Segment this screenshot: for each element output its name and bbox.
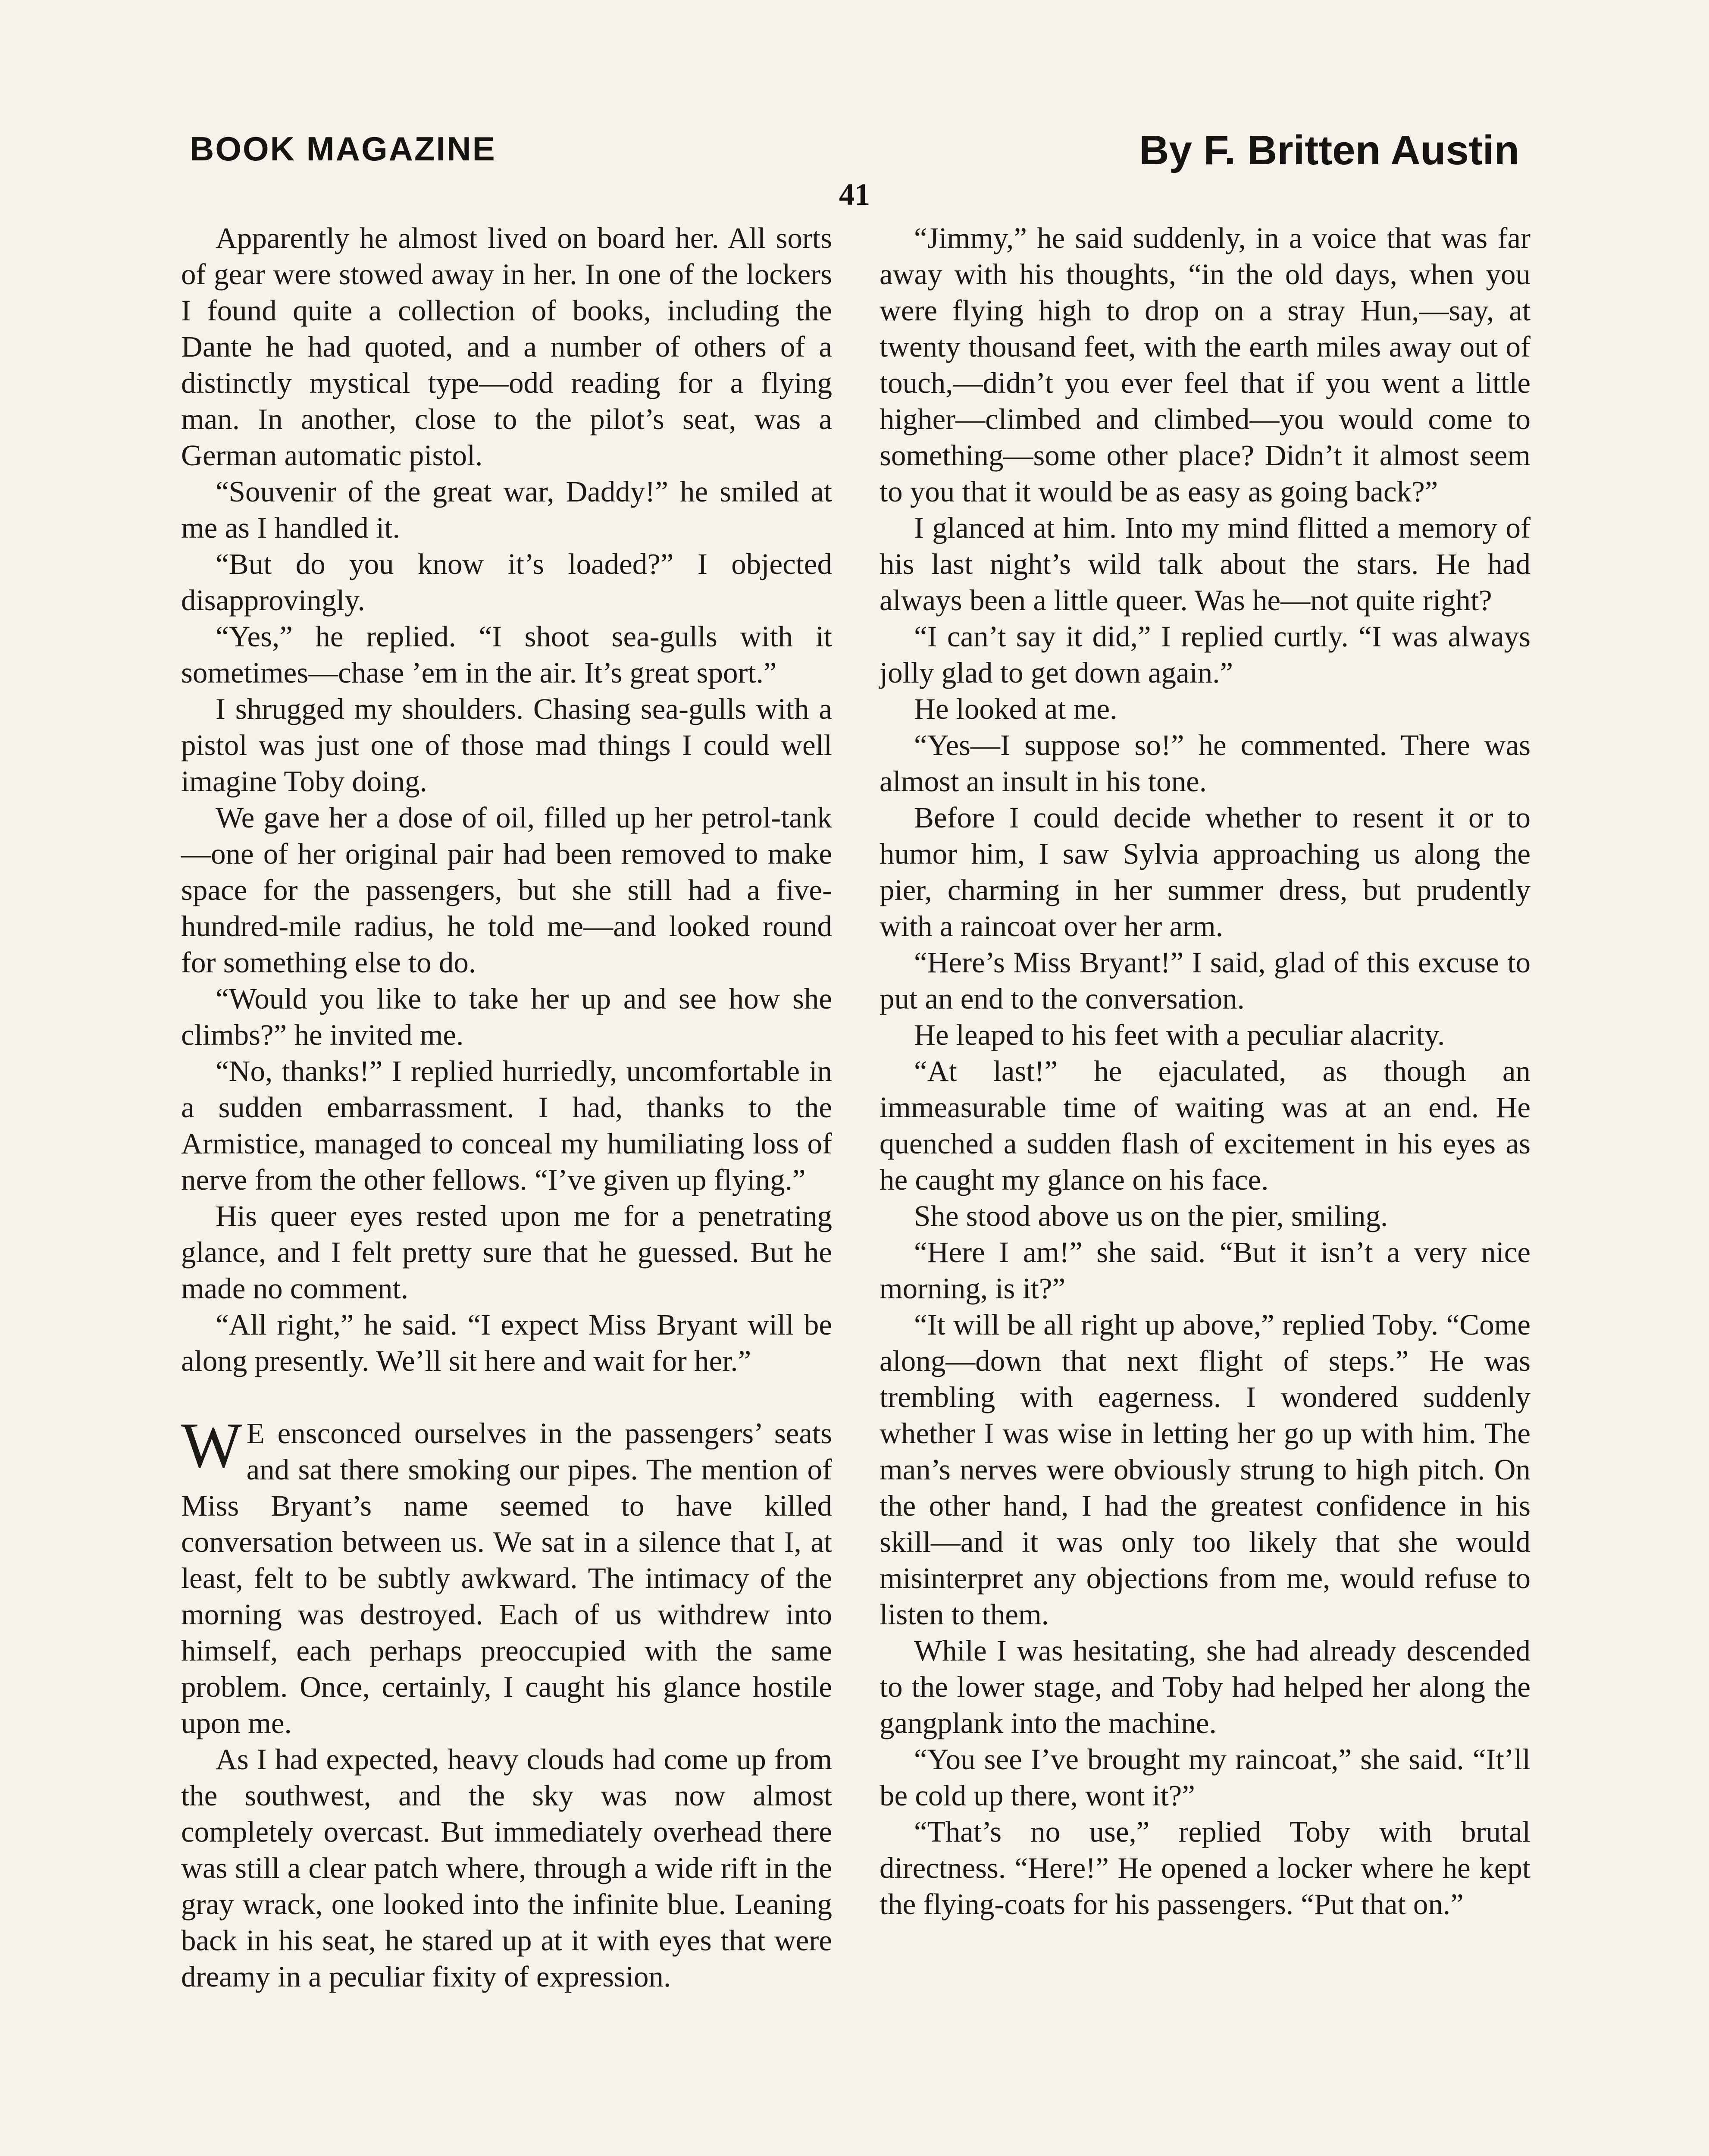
section-break bbox=[181, 1379, 832, 1415]
paragraph: He leaped to his feet with a peculiar alacrity. bbox=[914, 1018, 1445, 1051]
author-byline: By F. Britten Austin bbox=[1139, 127, 1519, 173]
running-header bbox=[190, 129, 1519, 181]
magazine-title: BOOK MAGAZINE bbox=[190, 130, 496, 168]
paragraph: “No, thanks!” I replied hurriedly, uncomfortable in a sudden embarrassment. I had, thanks to the Armistice, managed to conceal my humiliating loss of nerve from the other fellows. “I’ve given up flying.” bbox=[181, 1055, 832, 1196]
paragraph: I shrugged my shoulders. Chasing sea-gulls with a pistol was just one of those mad things I could well imagine Toby doing. bbox=[181, 693, 832, 798]
paragraph: She stood above us on the pier, smiling. bbox=[914, 1200, 1388, 1232]
paragraph: He looked at me. bbox=[914, 693, 1117, 725]
paragraph: “Here’s Miss Bryant!” I said, glad of this excuse to put an end to the conversation. bbox=[880, 946, 1531, 1015]
right-column bbox=[880, 220, 1531, 1922]
paragraph: Before I could decide whether to resent it or to humor him, I saw Sylvia approaching us along the pier, charming in her summer dress, but prudently with a raincoat over her arm. bbox=[880, 801, 1531, 943]
paragraph: “But do you know it’s loaded?” I objected disapprovingly. bbox=[181, 548, 832, 617]
paragraph: “Yes—I suppose so!” he commented. There was almost an insult in his tone. bbox=[880, 729, 1531, 798]
left-column bbox=[181, 220, 832, 1995]
paragraph: His queer eyes rested upon me for a penetrating glance, and I felt pretty sure that he guessed. But he made no comment. bbox=[181, 1200, 832, 1305]
paragraph: “Souvenir of the great war, Daddy!” he smiled at me as I handled it. bbox=[181, 475, 832, 544]
paragraph: “Yes,” he replied. “I shoot sea-gulls with it sometimes—chase ’em in the air. It’s great sport.” bbox=[181, 620, 832, 689]
paragraph: “Jimmy,” he said suddenly, in a voice that was far away with his thoughts, “in the old days, when you were flying high to drop on a stray Hun,—say, at twenty thousand feet, with the earth miles away out of touch,—didn’t you ever feel that if you went a little higher—climbed and climbed—you would come to something—some other place? Didn’t it almost seem to you that it would be as easy as going back?” bbox=[880, 222, 1531, 508]
paragraph: “I can’t say it did,” I replied curtly. “I was always jolly glad to get down again.” bbox=[880, 620, 1531, 689]
drop-cap: W bbox=[181, 1410, 242, 1481]
paragraph: “Here I am!” she said. “But it isn’t a very nice morning, is it?” bbox=[880, 1236, 1531, 1305]
paragraph: We gave her a dose of oil, filled up her petrol-tank—one of her original pair had been removed to make space for the passengers, but she still had a five-hundred-mile radius, he told me—and looked round for something else to do. bbox=[181, 801, 832, 979]
paragraph: “Would you like to take her up and see how she climbs?” he invited me. bbox=[181, 982, 832, 1051]
paragraph: “All right,” he said. “I expect Miss Bryant will be along presently. We’ll sit here and wait for her.” bbox=[181, 1308, 832, 1377]
body-text bbox=[181, 220, 1531, 2156]
paragraph: As I had expected, heavy clouds had come up from the southwest, and the sky was now almost completely overcast. But immediately overhead there was still a clear patch where, through a wide rift in the gray wrack, one looked into the infinite blue. Leaning back in his seat, he stared up at it with eyes that were dreamy in a peculiar fixity of expression. bbox=[181, 1743, 832, 1993]
paragraph: “That’s no use,” replied Toby with brutal directness. “Here!” He opened a locker where he kept the flying-coats for his passengers. “Put that on.” bbox=[880, 1815, 1531, 1921]
paragraph: “At last!” he ejaculated, as though an immeasurable time of waiting was at an end. He quenched a sudden flash of excitement in his eyes as he caught my glance on his face. bbox=[880, 1055, 1531, 1196]
paragraph: While I was hesitating, she had already descended to the lower stage, and Toby had helped her along the gangplank into the machine. bbox=[880, 1634, 1531, 1739]
paragraph: Apparently he almost lived on board her. All sorts of gear were stowed away in her. In one of the lockers I found quite a collection of books, including the Dante he had quoted, and a number of others of a distinctly mystical type—odd reading for a flying man. In another, close to the pilot’s seat, was a German automatic pistol. bbox=[181, 222, 832, 472]
paragraph: I glanced at him. Into my mind flitted a memory of his last night’s wild talk about the stars. He had always been a little queer. Was he—not quite right? bbox=[880, 511, 1531, 617]
paragraph: “You see I’ve brought my raincoat,” she said. “It’ll be cold up there, wont it?” bbox=[880, 1743, 1531, 1812]
paragraph-text: E ensconced ourselves in the passengers’ seats and sat there smoking our pipes. The mention of Miss Bryant’s name seemed to have killed conversation between us. We sat in a silence that I, at least, felt to be subtly awkward. The intimacy of the morning was destroyed. Each of us withdrew into himself, each perhaps preoccupied with the same problem. Once, certainly, I caught his glance hostile upon me. bbox=[181, 1417, 832, 1739]
section-opening-paragraph bbox=[181, 1410, 832, 1741]
paragraph: “It will be all right up above,” replied Toby. “Come along—down that next flight of steps.” He was trembling with eagerness. I wondered suddenly whether I was wise in letting her go up with him. The man’s nerves were obviously strung to high pitch. On the other hand, I had the greatest confidence in his skill—and it was only too likely that she would misinterpret any objections from me, would refuse to listen to them. bbox=[880, 1308, 1531, 1631]
page-number: 41 bbox=[839, 177, 870, 212]
